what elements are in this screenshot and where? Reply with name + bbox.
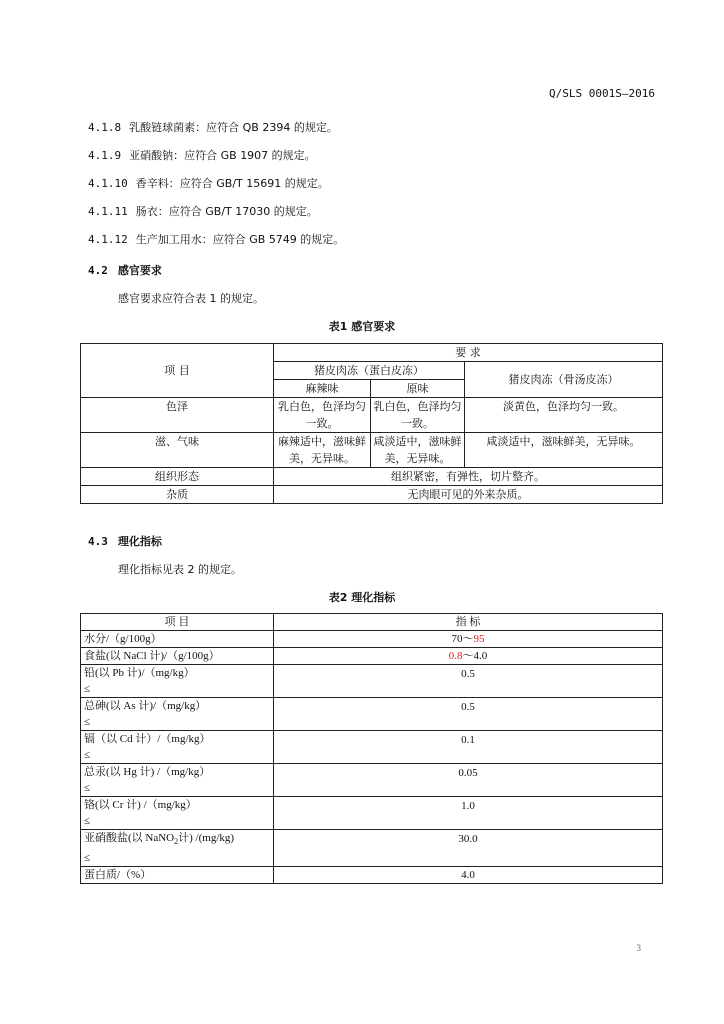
le-sign: ≤ [84,749,91,761]
clause-text: 乳酸链球菌素：应符合 QB 2394 的规定。 [129,121,338,134]
table-row [81,665,663,698]
table-row [81,797,663,830]
row-original: 咸淡适中，滋味鲜美，无异味。 [371,433,465,468]
table2-header-index: 指 标 [274,614,663,631]
table1-header-egg-jelly: 猪皮肉冻（蛋白皮冻） [274,362,465,380]
row-value: 1.0 [274,797,663,830]
clause-text: 亚硝酸钠：应符合 GB 1907 的规定。 [129,149,316,162]
row-value [274,631,663,648]
table2-caption: 表2 理化指标 [328,591,396,604]
le-sign: ≤ [84,716,91,728]
table-row [81,867,663,884]
section-4-3-paragraph: 理化指标见表 2 的规定。 [118,563,242,576]
row-bone: 淡黄色，色泽均匀一致。 [465,398,663,433]
clause-number: 4.1.12 [88,233,128,246]
clause-4-1-10 [88,177,329,191]
row-value: 4.0 [274,867,663,884]
physicochemical-table [80,613,663,884]
item-label: 镉（以 Cd 计）/（mg/kg） [84,733,211,745]
row-spicy: 乳白色，色泽均匀一致。 [274,398,371,433]
row-spicy: 麻辣适中，滋味鲜美，无异味。 [274,433,371,468]
table-row [81,698,663,731]
section-4-2-paragraph: 感官要求应符合表 1 的规定。 [118,292,264,305]
table1-header-original: 原味 [371,380,465,398]
row-value: 0.5 [274,665,663,698]
row-bone: 咸淡适中，滋味鲜美，无异味。 [465,433,663,468]
row-item: 食盐(以 NaCl 计)/（g/100g） [81,648,274,665]
sensory-requirements-table [80,343,663,504]
row-item: 水分/（g/100g） [81,631,274,648]
table1-header-spicy: 麻辣味 [274,380,371,398]
section-heading-4-3 [88,533,162,549]
value-max: 95 [473,633,485,645]
table-row [81,468,663,486]
item-label: 铅(以 Pb 计)/（mg/kg） [84,667,195,679]
clause-text: 香辛料：应符合 GB/T 15691 的规定。 [135,177,329,190]
clause-text: 肠衣：应符合 GB/T 17030 的规定。 [135,205,318,218]
row-value: 0.1 [274,731,663,764]
row-value [274,648,663,665]
table-row [81,830,663,867]
row-value: 0.5 [274,698,663,731]
le-sign: ≤ [84,782,91,794]
table1-header-item: 项 目 [81,344,274,398]
value-min: 0.8 [448,650,463,662]
section-title: 感官要求 [117,264,162,277]
row-value: 30.0 [274,830,663,867]
table1-header-requirement: 要 求 [274,344,663,362]
row-item [81,797,274,830]
item-label: 总汞(以 Hg 计) /（mg/kg） [84,766,211,778]
item-label: 总砷(以 As 计)/（mg/kg） [84,700,207,712]
table-row [81,486,663,504]
row-item [81,698,274,731]
row-item: 色泽 [81,398,274,433]
le-sign: ≤ [84,815,91,827]
le-sign: ≤ [84,852,91,865]
table1-caption: 表1 感官要求 [328,320,396,333]
section-number: 4.2 [88,264,108,277]
clause-4-1-9 [88,149,316,163]
clause-number: 4.1.8 [88,121,122,134]
value-max: ～4.0 [462,650,488,662]
table2-header-item: 项 目 [81,614,274,631]
clause-number: 4.1.9 [88,149,122,162]
section-number: 4.3 [88,535,108,548]
row-requirement: 组织紧密，有弹性，切片整齐。 [274,468,663,486]
row-item [81,830,274,867]
item-label: 亚硝酸盐(以 NaNO$_2$计) /(mg/kg) [84,832,235,847]
row-item: 杂质 [81,486,274,504]
row-item: 组织形态 [81,468,274,486]
table-row [81,731,663,764]
page-number: 3 [636,943,641,953]
row-item [81,764,274,797]
table-row [81,398,663,433]
table-row [81,648,663,665]
item-label: 铬(以 Cr 计) /（mg/kg） [84,799,197,811]
row-item [81,665,274,698]
row-item [81,731,274,764]
table-row [81,764,663,797]
row-value: 0.05 [274,764,663,797]
clause-number: 4.1.11 [88,205,128,218]
row-item: 滋、气味 [81,433,274,468]
section-title: 理化指标 [117,535,162,548]
clause-text: 生产加工用水：应符合 GB 5749 的规定。 [135,233,345,246]
le-sign: ≤ [84,683,91,695]
clause-number: 4.1.10 [88,177,128,190]
table-row [81,631,663,648]
document-id: Q/SLS 0001S—2016 [549,87,655,100]
row-original: 乳白色，色泽均匀一致。 [371,398,465,433]
row-requirement: 无肉眼可见的外来杂质。 [274,486,663,504]
row-item: 蛋白质/（%） [81,867,274,884]
clause-4-1-11 [88,205,318,219]
value-min: 70～ [451,633,474,645]
table-row [81,433,663,468]
clause-4-1-8 [88,121,338,135]
clause-4-1-12 [88,233,344,247]
section-heading-4-2 [88,262,162,278]
table1-header-bone-jelly: 猪皮肉冻（骨汤皮冻） [465,362,663,398]
